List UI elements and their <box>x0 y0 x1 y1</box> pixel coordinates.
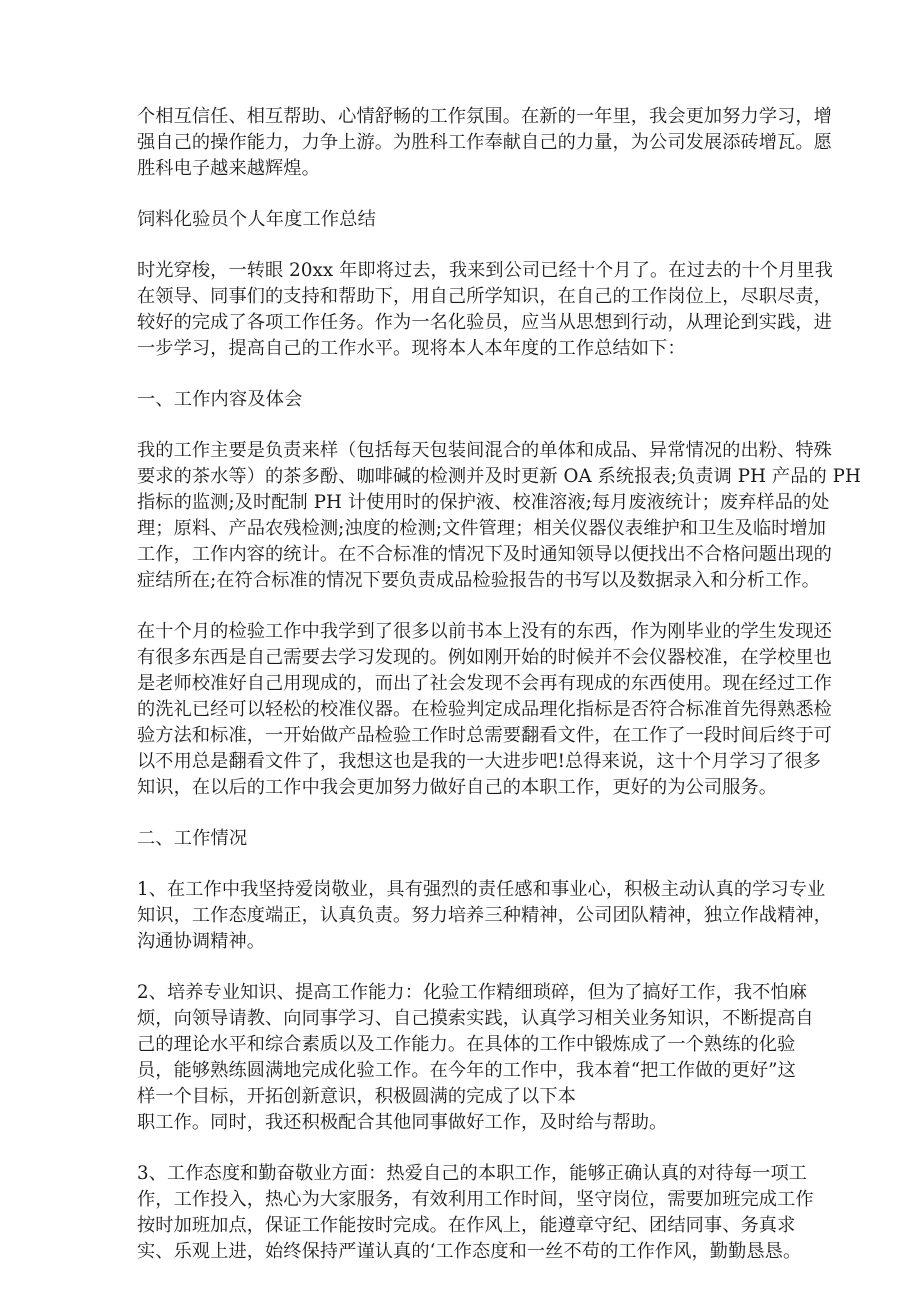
text-line: 我的工作主要是负责来样（包括每天包装间混合的单体和成品、异常情况的出粉、特殊 <box>137 440 832 461</box>
text-line: 有很多东西是自己需要去学习发现的。例如刚开始的时候并不会仪器校准，在学校里也 <box>137 647 832 668</box>
text-line: 1、在工作中我坚持爱岗敬业，具有强烈的责任感和事业心，积极主动认真的学习专业 <box>137 879 826 900</box>
text-line: 工作，工作内容的统计。在不合标准的情况下及时通知领导以便找出不合格问题出现的 <box>137 544 832 565</box>
text-line: 按时加班加点，保证工作能按时完成。在作风上，能遵章守纪、团结同事、务真求 <box>137 1215 796 1236</box>
text-line: 胜科电子越来越辉煌。 <box>137 158 320 179</box>
heading-line: 二、工作情况 <box>137 828 248 849</box>
intro-paragraph <box>137 104 832 182</box>
text-line: 烦，向领导请教、向同事学习、自己摸索实践，认真学习相关业务知识，不断提高自 <box>137 1008 814 1029</box>
document-title <box>137 207 787 233</box>
opening-paragraph <box>137 258 833 362</box>
text-line: 要求的茶水等）的茶多酚、咖啡碱的检测并及时更新 OA 系统报表;负责调 PH 产品的 PH <box>137 466 861 487</box>
section-2-item-2 <box>137 980 814 1136</box>
section-2-item-3 <box>137 1161 814 1265</box>
text-line: 知识，工作态度端正，认真负责。努力培养三种精神，公司团队精神，独立作战精神， <box>137 905 832 926</box>
document-page <box>137 104 861 1265</box>
text-line: 强自己的操作能力，力争上游。为胜科工作奉献自己的力量，为公司发展添砖增瓦。愿 <box>137 132 832 153</box>
text-line: 理；原料、产品农残检测;浊度的检测;文件管理；相关仪器仪表维护和卫生及临时增加 <box>137 518 827 539</box>
text-line: 以不用总是翻看文件了，我想这也是我的一大进步吧!总得来说，这十个月学习了很多 <box>137 751 822 772</box>
heading-line: 一、工作内容及体会 <box>137 389 303 410</box>
section-1-heading <box>137 387 787 413</box>
section-2-heading <box>137 826 787 852</box>
text-line: 指标的监测;及时配制 PH 计使用时的保护液、校准溶液;每月废液统计；废弃样品的处 <box>137 492 830 513</box>
text-line: 的洗礼已经可以轻松的校准仪器。在检验判定成品理化指标是否符合标准首先得熟悉检 <box>137 699 832 720</box>
text-line: 沟通协调精神。 <box>137 931 266 952</box>
text-line: 验方法和标准，一开始做产品检验工作时总需要翻看文件，在工作了一段时间后终于可 <box>137 725 832 746</box>
text-line: 2、培养专业知识、提高工作能力：化验工作精细琐碎，但为了搞好工作，我不怕麻 <box>137 982 808 1003</box>
text-line: 实、乐观上进，始终保持严谨认真的‘工作态度和一丝不苟的工作作风，勤勤恳恳。 <box>137 1241 802 1262</box>
text-line: 员，能够熟练圆满地完成化验工作。在今年的工作中，我本着“把工作做的更好”这 <box>137 1060 796 1081</box>
text-line: 是老师校准好自己用现成的，而出了社会发现不会再有现成的东西使用。现在经过工作 <box>137 673 832 694</box>
section-1-paragraph-2 <box>137 619 832 801</box>
text-line: 时光穿梭，一转眼 20xx 年即将过去，我来到公司已经十个月了。在过去的十个月里我 <box>137 260 833 281</box>
text-line: 在领导、同事们的支持和帮助下，用自己所学知识，在自己的工作岗位上，尽职尽责， <box>137 286 832 307</box>
title-line: 饲料化验员个人年度工作总结 <box>137 209 377 230</box>
section-2-item-1 <box>137 877 832 955</box>
text-line: 个相互信任、相互帮助、心情舒畅的工作氛围。在新的一年里，我会更加努力学习，增 <box>137 106 832 127</box>
text-line: 职工作。同时，我还积极配合其他同事做好工作，及时给与帮助。 <box>137 1112 668 1133</box>
text-line: 较好的完成了各项工作任务。作为一名化验员，应当从思想到行动，从理论到实践，进 <box>137 312 832 333</box>
text-line: 知识，在以后的工作中我会更加努力做好自己的本职工作，更好的为公司服务。 <box>137 777 778 798</box>
text-line: 作，工作投入，热心为大家服务，有效利用工作时间，坚守岗位，需要加班完成工作 <box>137 1189 814 1210</box>
text-line: 己的理论水平和综合素质以及工作能力。在具体的工作中锻炼成了一个熟练的化验 <box>137 1034 796 1055</box>
text-line: 一步学习，提高自己的工作水平。现将本人本年度的工作总结如下： <box>137 338 686 359</box>
section-1-paragraph-1 <box>137 438 861 594</box>
text-line: 症结所在;在符合标准的情况下要负责成品检验报告的书写以及数据录入和分析工作。 <box>137 570 820 591</box>
text-line: 3、工作态度和勤奋敬业方面：热爱自己的本职工作，能够正确认真的对待每一项工 <box>137 1163 808 1184</box>
text-line: 样一个目标，开拓创新意识，积极圆满的完成了以下本 <box>137 1086 576 1107</box>
text-line: 在十个月的检验工作中我学到了很多以前书本上没有的东西，作为刚毕业的学生发现还 <box>137 621 832 642</box>
